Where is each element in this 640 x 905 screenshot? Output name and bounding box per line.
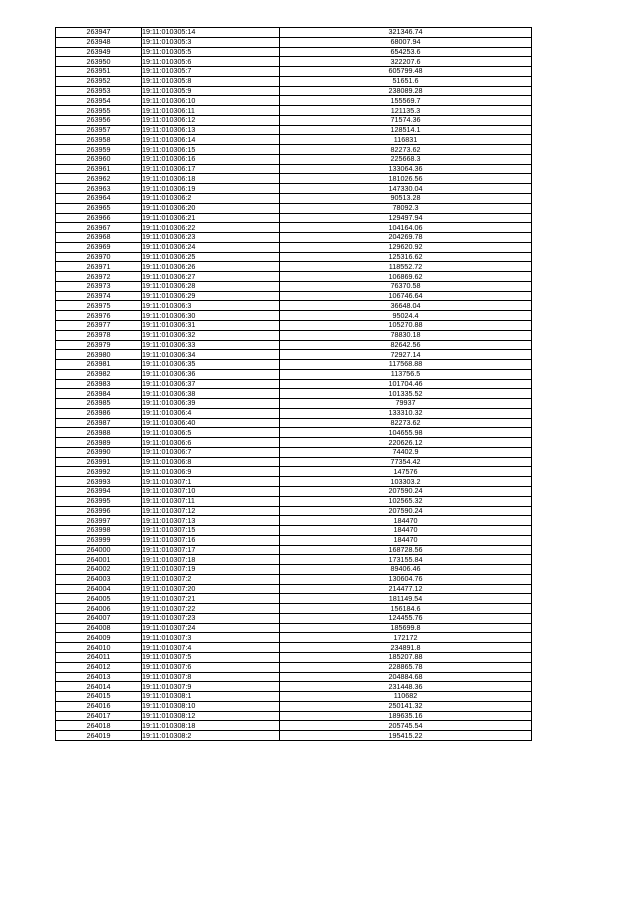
row-id-cell: 263952 [56, 76, 142, 86]
cadastral-number-cell: 19:11:010307:16 [142, 535, 280, 545]
table-row [56, 262, 532, 272]
cadastral-number-cell: 19:11:010306:16 [142, 154, 280, 164]
table-row [56, 311, 532, 321]
cadastral-number-cell: 19:11:010305:7 [142, 67, 280, 77]
value-cell: 133310.32 [280, 408, 532, 418]
value-cell: 125316.62 [280, 252, 532, 262]
cadastral-number-cell: 19:11:010305:3 [142, 37, 280, 47]
value-cell: 90513.28 [280, 194, 532, 204]
table-row [56, 682, 532, 692]
value-cell: 205745.54 [280, 721, 532, 731]
cadastral-number-cell: 19:11:010305:5 [142, 47, 280, 57]
table-row [56, 594, 532, 604]
table-row [56, 428, 532, 438]
row-id-cell: 263962 [56, 174, 142, 184]
value-cell: 78092.3 [280, 203, 532, 213]
row-id-cell: 263951 [56, 67, 142, 77]
row-id-cell: 263977 [56, 320, 142, 330]
cadastral-number-cell: 19:11:010306:11 [142, 106, 280, 116]
table-row [56, 604, 532, 614]
row-id-cell: 263965 [56, 203, 142, 213]
row-id-cell: 263993 [56, 477, 142, 487]
value-cell: 185699.8 [280, 623, 532, 633]
row-id-cell: 263975 [56, 301, 142, 311]
cadastral-number-cell: 19:11:010306:29 [142, 291, 280, 301]
value-cell: 105270.88 [280, 320, 532, 330]
cadastral-number-cell: 19:11:010307:1 [142, 477, 280, 487]
value-cell: 129497.94 [280, 213, 532, 223]
cadastral-number-cell: 19:11:010306:32 [142, 330, 280, 340]
value-cell: 51651.6 [280, 76, 532, 86]
table-row [56, 47, 532, 57]
value-cell: 76370.58 [280, 281, 532, 291]
value-cell: 184470 [280, 516, 532, 526]
cadastral-number-cell: 19:11:010306:20 [142, 203, 280, 213]
table-row [56, 555, 532, 565]
cadastral-number-cell: 19:11:010307:6 [142, 662, 280, 672]
table-row [56, 623, 532, 633]
row-id-cell: 263957 [56, 125, 142, 135]
cadastral-number-cell: 19:11:010308:18 [142, 721, 280, 731]
table-row [56, 389, 532, 399]
cadastral-number-cell: 19:11:010307:17 [142, 545, 280, 555]
cadastral-number-cell: 19:11:010306:10 [142, 96, 280, 106]
cadastral-number-cell: 19:11:010307:19 [142, 565, 280, 575]
table-row [56, 692, 532, 702]
value-cell: 234891.8 [280, 643, 532, 653]
cadastral-number-cell: 19:11:010307:24 [142, 623, 280, 633]
cadastral-number-cell: 19:11:010306:13 [142, 125, 280, 135]
value-cell: 110682 [280, 692, 532, 702]
table-row [56, 711, 532, 721]
table-row [56, 496, 532, 506]
row-id-cell: 263989 [56, 438, 142, 448]
value-cell: 220626.12 [280, 438, 532, 448]
row-id-cell: 263968 [56, 233, 142, 243]
row-id-cell: 263996 [56, 506, 142, 516]
cadastral-number-cell: 19:11:010306:40 [142, 418, 280, 428]
cadastral-number-cell: 19:11:010306:9 [142, 467, 280, 477]
value-cell: 207590.24 [280, 486, 532, 496]
value-cell: 189635.16 [280, 711, 532, 721]
table-row [56, 486, 532, 496]
row-id-cell: 263960 [56, 154, 142, 164]
cadastral-number-cell: 19:11:010305:8 [142, 76, 280, 86]
table-row [56, 223, 532, 233]
value-cell: 72927.14 [280, 350, 532, 360]
cadastral-number-cell: 19:11:010306:37 [142, 379, 280, 389]
value-cell: 231448.36 [280, 682, 532, 692]
cadastral-number-cell: 19:11:010307:10 [142, 486, 280, 496]
value-cell: 104655.98 [280, 428, 532, 438]
row-id-cell: 263986 [56, 408, 142, 418]
value-cell: 101335.52 [280, 389, 532, 399]
cadastral-number-cell: 19:11:010305:9 [142, 86, 280, 96]
row-id-cell: 263970 [56, 252, 142, 262]
cadastral-number-cell: 19:11:010307:12 [142, 506, 280, 516]
row-id-cell: 263997 [56, 516, 142, 526]
value-cell: 321346.74 [280, 28, 532, 38]
cadastral-number-cell: 19:11:010307:23 [142, 613, 280, 623]
table-row [56, 545, 532, 555]
cadastral-number-cell: 19:11:010306:25 [142, 252, 280, 262]
row-id-cell: 263967 [56, 223, 142, 233]
row-id-cell: 263982 [56, 369, 142, 379]
value-cell: 184470 [280, 535, 532, 545]
cadastral-number-cell: 19:11:010306:24 [142, 242, 280, 252]
table-row [56, 106, 532, 116]
row-id-cell: 263961 [56, 164, 142, 174]
value-cell: 168728.56 [280, 545, 532, 555]
value-cell: 147330.04 [280, 184, 532, 194]
cadastral-number-cell: 19:11:010305:6 [142, 57, 280, 67]
table-body [56, 28, 532, 741]
table-row [56, 174, 532, 184]
row-id-cell: 263985 [56, 399, 142, 409]
table-row [56, 213, 532, 223]
row-id-cell: 263947 [56, 28, 142, 38]
value-cell: 78830.18 [280, 330, 532, 340]
value-cell: 82642.56 [280, 340, 532, 350]
row-id-cell: 263978 [56, 330, 142, 340]
cadastral-number-cell: 19:11:010306:19 [142, 184, 280, 194]
cadastral-number-cell: 19:11:010308:10 [142, 701, 280, 711]
table-row [56, 184, 532, 194]
row-id-cell: 263974 [56, 291, 142, 301]
table-row [56, 506, 532, 516]
cadastral-number-cell: 19:11:010307:13 [142, 516, 280, 526]
row-id-cell: 264015 [56, 692, 142, 702]
table-row [56, 613, 532, 623]
value-cell: 195415.22 [280, 731, 532, 741]
cadastral-number-cell: 19:11:010307:5 [142, 653, 280, 663]
value-cell: 82273.62 [280, 145, 532, 155]
cadastral-number-cell: 19:11:010307:11 [142, 496, 280, 506]
table-row [56, 369, 532, 379]
row-id-cell: 263950 [56, 57, 142, 67]
row-id-cell: 263987 [56, 418, 142, 428]
cadastral-number-cell: 19:11:010308:2 [142, 731, 280, 741]
value-cell: 238089.28 [280, 86, 532, 96]
value-cell: 113756.5 [280, 369, 532, 379]
row-id-cell: 264009 [56, 633, 142, 643]
table-row [56, 203, 532, 213]
cadastral-number-cell: 19:11:010306:22 [142, 223, 280, 233]
cadastral-number-cell: 19:11:010307:2 [142, 574, 280, 584]
row-id-cell: 263948 [56, 37, 142, 47]
row-id-cell: 263958 [56, 135, 142, 145]
cadastral-number-cell: 19:11:010307:15 [142, 526, 280, 536]
row-id-cell: 263983 [56, 379, 142, 389]
row-id-cell: 264007 [56, 613, 142, 623]
row-id-cell: 263959 [56, 145, 142, 155]
value-cell: 128514.1 [280, 125, 532, 135]
value-cell: 129620.92 [280, 242, 532, 252]
value-cell: 121135.3 [280, 106, 532, 116]
table-row [56, 379, 532, 389]
table-row [56, 291, 532, 301]
cadastral-number-cell: 19:11:010306:33 [142, 340, 280, 350]
table-row [56, 418, 532, 428]
cadastral-number-cell: 19:11:010305:14 [142, 28, 280, 38]
row-id-cell: 263991 [56, 457, 142, 467]
row-id-cell: 263994 [56, 486, 142, 496]
row-id-cell: 263990 [56, 447, 142, 457]
row-id-cell: 263953 [56, 86, 142, 96]
table-row [56, 633, 532, 643]
value-cell: 173155.84 [280, 555, 532, 565]
value-cell: 118552.72 [280, 262, 532, 272]
cadastral-number-cell: 19:11:010307:20 [142, 584, 280, 594]
cadastral-number-cell: 19:11:010308:1 [142, 692, 280, 702]
value-cell: 104164.06 [280, 223, 532, 233]
cadastral-number-cell: 19:11:010306:38 [142, 389, 280, 399]
value-cell: 228865.78 [280, 662, 532, 672]
table-row [56, 584, 532, 594]
value-cell: 605799.48 [280, 67, 532, 77]
row-id-cell: 263971 [56, 262, 142, 272]
value-cell: 172172 [280, 633, 532, 643]
cadastral-number-cell: 19:11:010307:22 [142, 604, 280, 614]
row-id-cell: 264004 [56, 584, 142, 594]
cadastral-number-cell: 19:11:010306:6 [142, 438, 280, 448]
row-id-cell: 264012 [56, 662, 142, 672]
table-row [56, 408, 532, 418]
row-id-cell: 263973 [56, 281, 142, 291]
row-id-cell: 263999 [56, 535, 142, 545]
row-id-cell: 263998 [56, 526, 142, 536]
value-cell: 156184.6 [280, 604, 532, 614]
table-row [56, 516, 532, 526]
table-row [56, 701, 532, 711]
table-row [56, 125, 532, 135]
data-table [55, 27, 532, 741]
value-cell: 68007.94 [280, 37, 532, 47]
table-row [56, 526, 532, 536]
value-cell: 133064.36 [280, 164, 532, 174]
cadastral-number-cell: 19:11:010306:31 [142, 320, 280, 330]
value-cell: 155569.7 [280, 96, 532, 106]
table-row [56, 535, 532, 545]
table-row [56, 574, 532, 584]
row-id-cell: 263984 [56, 389, 142, 399]
row-id-cell: 264000 [56, 545, 142, 555]
table-row [56, 96, 532, 106]
cadastral-number-cell: 19:11:010308:12 [142, 711, 280, 721]
table-row [56, 242, 532, 252]
table-row [56, 662, 532, 672]
row-id-cell: 264003 [56, 574, 142, 584]
row-id-cell: 263966 [56, 213, 142, 223]
value-cell: 82273.62 [280, 418, 532, 428]
value-cell: 103303.2 [280, 477, 532, 487]
cadastral-number-cell: 19:11:010306:3 [142, 301, 280, 311]
table-row [56, 457, 532, 467]
value-cell: 181026.56 [280, 174, 532, 184]
row-id-cell: 263992 [56, 467, 142, 477]
row-id-cell: 264005 [56, 594, 142, 604]
value-cell: 181149.54 [280, 594, 532, 604]
value-cell: 207590.24 [280, 506, 532, 516]
value-cell: 71574.36 [280, 115, 532, 125]
table-row [56, 272, 532, 282]
cadastral-number-cell: 19:11:010307:18 [142, 555, 280, 565]
cadastral-number-cell: 19:11:010306:8 [142, 457, 280, 467]
row-id-cell: 264017 [56, 711, 142, 721]
value-cell: 106869.62 [280, 272, 532, 282]
row-id-cell: 264014 [56, 682, 142, 692]
value-cell: 147576 [280, 467, 532, 477]
table-row [56, 399, 532, 409]
value-cell: 130604.76 [280, 574, 532, 584]
table-row [56, 340, 532, 350]
row-id-cell: 263979 [56, 340, 142, 350]
table-row [56, 721, 532, 731]
table-row [56, 67, 532, 77]
table-row [56, 145, 532, 155]
cadastral-number-cell: 19:11:010306:15 [142, 145, 280, 155]
value-cell: 77354.42 [280, 457, 532, 467]
value-cell: 101704.46 [280, 379, 532, 389]
row-id-cell: 264019 [56, 731, 142, 741]
value-cell: 95024.4 [280, 311, 532, 321]
row-id-cell: 263988 [56, 428, 142, 438]
table-row [56, 28, 532, 38]
table-row [56, 320, 532, 330]
value-cell: 116831 [280, 135, 532, 145]
value-cell: 214477.12 [280, 584, 532, 594]
table-row [56, 252, 532, 262]
cadastral-number-cell: 19:11:010306:30 [142, 311, 280, 321]
table-row [56, 731, 532, 741]
cadastral-number-cell: 19:11:010306:17 [142, 164, 280, 174]
value-cell: 204884.68 [280, 672, 532, 682]
value-cell: 204269.78 [280, 233, 532, 243]
value-cell: 36648.04 [280, 301, 532, 311]
value-cell: 74402.9 [280, 447, 532, 457]
value-cell: 124455.76 [280, 613, 532, 623]
row-id-cell: 263995 [56, 496, 142, 506]
cadastral-number-cell: 19:11:010306:27 [142, 272, 280, 282]
table-row [56, 154, 532, 164]
table-row [56, 86, 532, 96]
value-cell: 654253.6 [280, 47, 532, 57]
cadastral-number-cell: 19:11:010306:2 [142, 194, 280, 204]
table-row [56, 194, 532, 204]
table-row [56, 164, 532, 174]
value-cell: 89406.46 [280, 565, 532, 575]
cadastral-number-cell: 19:11:010306:7 [142, 447, 280, 457]
table-row [56, 281, 532, 291]
table-row [56, 57, 532, 67]
cadastral-number-cell: 19:11:010306:36 [142, 369, 280, 379]
cadastral-number-cell: 19:11:010306:4 [142, 408, 280, 418]
cadastral-number-cell: 19:11:010306:26 [142, 262, 280, 272]
cadastral-number-cell: 19:11:010307:4 [142, 643, 280, 653]
table-row [56, 350, 532, 360]
table-row [56, 467, 532, 477]
cadastral-number-cell: 19:11:010307:21 [142, 594, 280, 604]
value-cell: 225668.3 [280, 154, 532, 164]
cadastral-number-cell: 19:11:010306:14 [142, 135, 280, 145]
row-id-cell: 264011 [56, 653, 142, 663]
row-id-cell: 263963 [56, 184, 142, 194]
table-row [56, 477, 532, 487]
cadastral-number-cell: 19:11:010306:35 [142, 360, 280, 370]
row-id-cell: 263969 [56, 242, 142, 252]
cadastral-number-cell: 19:11:010307:9 [142, 682, 280, 692]
cadastral-number-cell: 19:11:010306:39 [142, 399, 280, 409]
table-row [56, 360, 532, 370]
table-row [56, 447, 532, 457]
table-row [56, 643, 532, 653]
table-row [56, 330, 532, 340]
cadastral-number-cell: 19:11:010306:5 [142, 428, 280, 438]
cadastral-number-cell: 19:11:010306:23 [142, 233, 280, 243]
row-id-cell: 263981 [56, 360, 142, 370]
value-cell: 185207.88 [280, 653, 532, 663]
table-row [56, 233, 532, 243]
value-cell: 117568.88 [280, 360, 532, 370]
cadastral-number-cell: 19:11:010306:28 [142, 281, 280, 291]
row-id-cell: 263964 [56, 194, 142, 204]
row-id-cell: 263956 [56, 115, 142, 125]
value-cell: 79937 [280, 399, 532, 409]
cadastral-number-cell: 19:11:010307:8 [142, 672, 280, 682]
row-id-cell: 264008 [56, 623, 142, 633]
row-id-cell: 264016 [56, 701, 142, 711]
row-id-cell: 264002 [56, 565, 142, 575]
value-cell: 250141.32 [280, 701, 532, 711]
cadastral-number-cell: 19:11:010306:34 [142, 350, 280, 360]
row-id-cell: 263976 [56, 311, 142, 321]
row-id-cell: 264018 [56, 721, 142, 731]
cadastral-number-cell: 19:11:010306:18 [142, 174, 280, 184]
row-id-cell: 263980 [56, 350, 142, 360]
table-row [56, 565, 532, 575]
value-cell: 322207.6 [280, 57, 532, 67]
table-row [56, 135, 532, 145]
table-row [56, 301, 532, 311]
table-row [56, 438, 532, 448]
value-cell: 106746.64 [280, 291, 532, 301]
table-row [56, 37, 532, 47]
value-cell: 102565.32 [280, 496, 532, 506]
row-id-cell: 264001 [56, 555, 142, 565]
table-row [56, 76, 532, 86]
row-id-cell: 264013 [56, 672, 142, 682]
value-cell: 184470 [280, 526, 532, 536]
table-row [56, 653, 532, 663]
cadastral-number-cell: 19:11:010306:12 [142, 115, 280, 125]
row-id-cell: 264010 [56, 643, 142, 653]
row-id-cell: 263954 [56, 96, 142, 106]
table-row [56, 672, 532, 682]
cadastral-number-cell: 19:11:010306:21 [142, 213, 280, 223]
row-id-cell: 263972 [56, 272, 142, 282]
row-id-cell: 264006 [56, 604, 142, 614]
cadastral-number-cell: 19:11:010307:3 [142, 633, 280, 643]
row-id-cell: 263955 [56, 106, 142, 116]
row-id-cell: 263949 [56, 47, 142, 57]
table-row [56, 115, 532, 125]
